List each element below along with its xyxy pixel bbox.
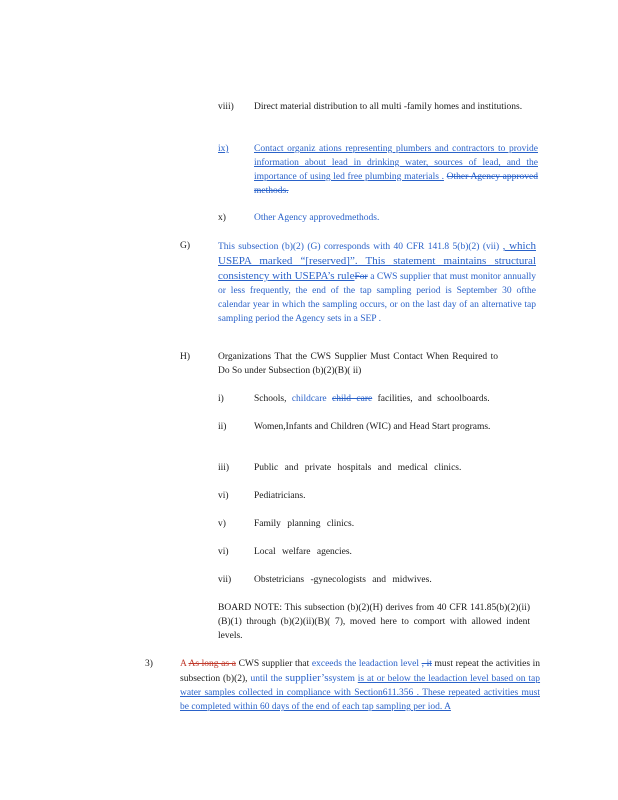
subsection-g-text — [218, 239, 536, 326]
h-item-label: vii) — [218, 575, 232, 585]
subsection-g-label: G) — [180, 241, 191, 251]
item-viii-label: viii) — [218, 102, 234, 112]
h-item-text: Pediatricians. — [254, 491, 306, 501]
item-ix-text — [254, 142, 538, 198]
h-item-text: Schools, childcare child care facilities, and schoolboards. — [254, 394, 490, 404]
item-viii-text: Direct material distribution to all multi -family homes and institutions. — [254, 102, 523, 112]
h-item-text: Family planning clinics. — [254, 519, 355, 529]
h-item-label: v) — [218, 519, 226, 529]
paragraph-3-label: 3) — [145, 659, 153, 669]
subsection-h-title: Organizations That the CWS Supplier Must Contact When Required to Do So under Subsection (b)(2)(B)( ii) — [218, 352, 498, 376]
h-item-label: vi) — [218, 547, 229, 557]
h-item-label: i) — [218, 394, 224, 404]
item-ix-deleted: Other Agency approved methods. — [254, 172, 539, 196]
item-x-label: x) — [218, 213, 226, 223]
item-x-text: Other Agency approvedmethods. — [254, 213, 380, 223]
item-ix-inserted: Contact organiz ations representing plumbers and contractors to provide information about lead in drinking water, sources of lead, and the importance of using led free plumbing materials . — [254, 144, 538, 182]
board-note: BOARD NOTE: This subsection (b)(2)(H) derives from 40 CFR 141.85(b)(2)(ii)(B)(1) through (b)(2)(ii)(B)( 7), moved here to comport with allowed indent levels. — [218, 603, 530, 641]
subsection-g-rest: a CWS supplier that must monitor annually or less frequently, the end of the tap sampling period is September 30 ofthe calendar year in which the sampling occurs, or on the last day of an alternative tap sampling period the Agency sets in a SEP . — [218, 272, 536, 324]
h-item-label: vi) — [218, 491, 229, 501]
paragraph-3-text: A As long as a CWS supplier that exceeds the leadaction level , it must repeat the activities in subsection (b)(2), until the supplier’ssystem is at or below the leadaction level based on tap water samples collected in compliance with Section611.356 . These repeated activities must be completed within 60 days of the end of each tap sampling per iod. A — [180, 659, 541, 712]
h-item-label: ii) — [218, 422, 227, 432]
h-item-text: Obstetricians -gynecologists and midwives. — [254, 575, 432, 585]
h-item-text: Local welfare agencies. — [254, 547, 352, 557]
subsection-g-deleted: For — [354, 272, 368, 282]
subsection-g-inserted-large: , which USEPA marked “[reserved]”. This statement maintains structural consistency with USEPA’s rule — [218, 240, 536, 282]
item-ix-label: ix) — [218, 144, 229, 154]
h-item-text: Public and private hospitals and medical clinics. — [254, 463, 462, 473]
h-item-label: iii) — [218, 463, 230, 473]
h-item-text: Women,Infants and Children (WIC) and Head Start programs. — [254, 422, 491, 432]
subsection-h-label: H) — [180, 352, 191, 362]
subsection-g-inserted-lead: This subsection (b)(2) (G) corresponds with 40 CFR 141.8 5(b)(2) (vii) — [218, 242, 500, 252]
